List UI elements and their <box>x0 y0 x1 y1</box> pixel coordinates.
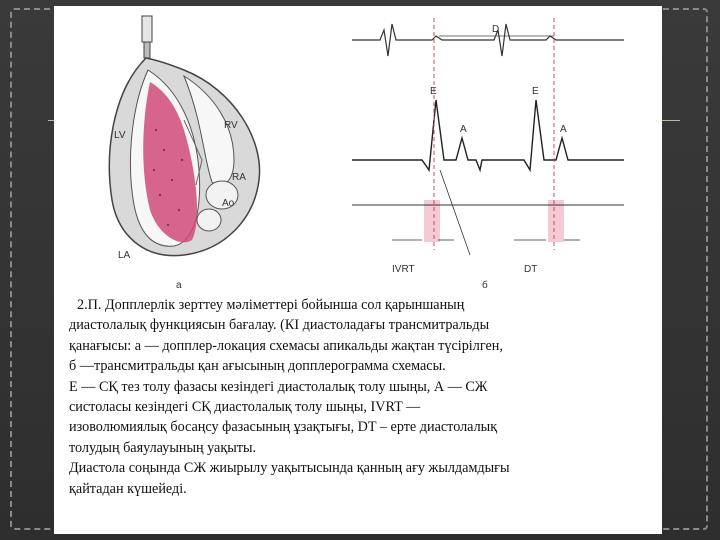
figure-caption <box>69 295 649 499</box>
label-lv: LV <box>114 130 126 141</box>
label-a1: A <box>460 124 467 135</box>
label-e2: E <box>532 86 539 97</box>
caption-line: изоволюмиялық босаңсу фазасының ұзақтығы, DT – ерте диастолалық <box>69 419 498 436</box>
caption-line: 2.П. Допплерлік зерттеу мәліметтері бойынша сол қарыншаның <box>77 297 465 313</box>
label-a2: A <box>560 124 567 135</box>
caption-line: қанағысы: а — допплер-локация схемасы апикальды жақтан түсірілген, <box>69 337 503 354</box>
figure-svg <box>84 10 626 293</box>
label-d: D <box>492 24 500 35</box>
dt-shade <box>548 200 564 242</box>
label-ra: RA <box>232 172 246 183</box>
caption-line: қайтадан күшейеді. <box>69 480 187 497</box>
label-la: LA <box>118 250 131 261</box>
label-ivrt: IVRT <box>392 264 415 275</box>
ivrt-shade <box>424 200 440 242</box>
label-rv: RV <box>224 120 238 131</box>
ao-chamber <box>197 209 221 231</box>
caption-line: систоласы кезіндегі СҚ диастолалық толу шыңы, IVRT — <box>69 399 421 416</box>
caption-line: Е — СҚ тез толу фазасы кезіндегі диастолалық толу шыңы, А — СЖ <box>69 378 488 395</box>
label-dt: DT <box>524 264 538 275</box>
label-e1: E <box>430 86 437 97</box>
caption-line: диастолалық функциясын бағалау. (КІ диастоладағы трансмитральды <box>69 317 490 334</box>
figure <box>84 10 626 293</box>
caption-line: Диастола соңында СЖ жиырылу уақытысында қанның ағу жылдамдығы <box>69 460 510 477</box>
content-panel <box>54 6 662 534</box>
probe-icon <box>142 16 152 42</box>
panel-a-label: a <box>176 280 182 291</box>
caption-line: б —трансмитральды қан ағысының допплерограмма схемасы. <box>69 358 446 375</box>
label-ao: Ao <box>222 198 235 209</box>
caption-line: толудың баяулауының уақыты. <box>69 439 257 456</box>
panel-b-label: б <box>482 280 488 291</box>
